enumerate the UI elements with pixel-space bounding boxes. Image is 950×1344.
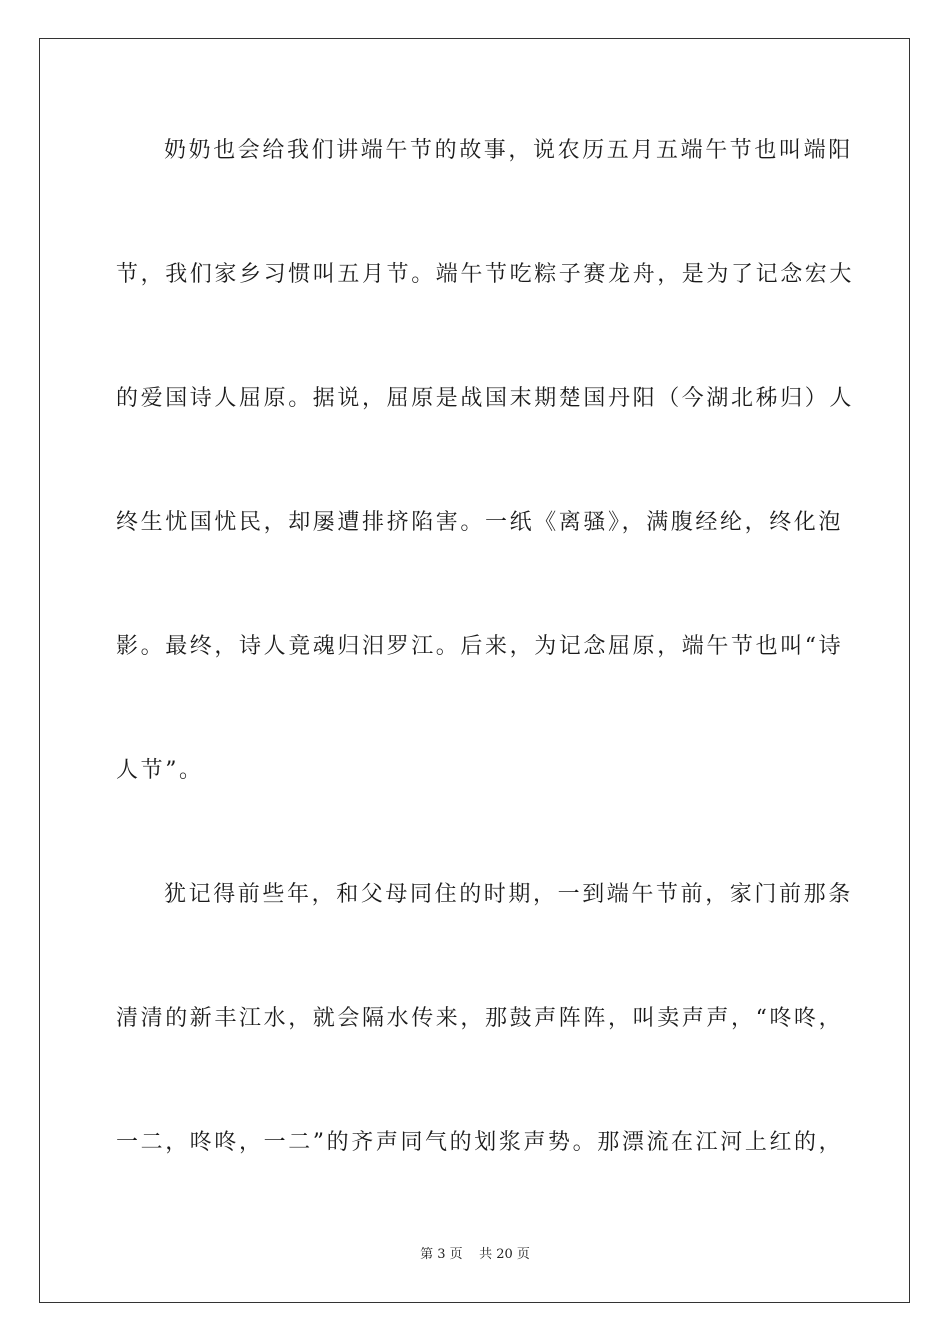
paragraph-line: 清清的新丰江水，就会隔水传来，那鼓声阵阵，叫卖声声，“咚咚， — [116, 1006, 844, 1031]
paragraph-line: 奶奶也会给我们讲端午节的故事，说农历五月五端午节也叫端阳 — [164, 138, 853, 163]
paragraph-line: 犹记得前些年，和父母同住的时期，一到端午节前，家门前那条 — [164, 882, 853, 907]
page-number-footer: 第 3 页 共 20 页 — [420, 1247, 530, 1262]
paragraph-line: 影。最终，诗人竟魂归汨罗江。后来，为记念屈原，端午节也叫“诗 — [116, 634, 844, 659]
page-border — [39, 38, 910, 1303]
paragraph-line: 一二，咚咚，一二”的齐声同气的划浆声势。那漂流在江河上红的， — [116, 1130, 844, 1155]
paragraph-line: 节，我们家乡习惯叫五月节。端午节吃粽子赛龙舟，是为了记念宏大 — [116, 262, 855, 287]
paragraph-line: 人节”。 — [116, 758, 204, 783]
paragraph-line: 的爱国诗人屈原。据说，屈原是战国末期楚国丹阳（今湖北秭归）人 — [116, 386, 855, 411]
paragraph-line: 终生忧国忧民，却屡遭排挤陷害。一纸《离骚》，满腹经纶，终化泡 — [116, 510, 844, 535]
